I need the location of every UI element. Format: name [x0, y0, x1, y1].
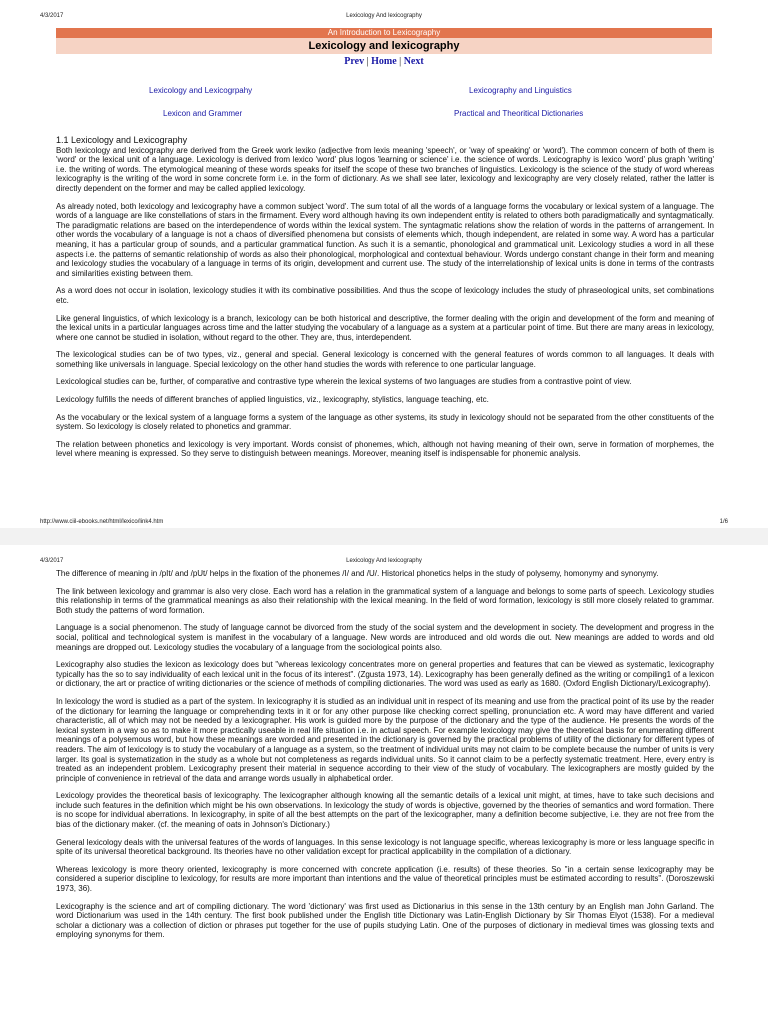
- paragraph: Lexicological studies can be, further, of comparative and contrastive type wherein the lexical systems of two languages are studies from a contrastive point of view.: [56, 377, 632, 387]
- page-title: Lexicology and lexicography: [56, 38, 712, 54]
- paragraph: General lexicology deals with the universal features of the words of languages. In this sense lexicology is not language specific, whereas lexicography is more or less language specific in spite of its universal theoretical background. Its theories have no other validation except for practical applicability in the compilation of a dictionary.: [56, 837, 714, 857]
- nav-separator: |: [364, 56, 372, 67]
- link-lexicology-lexicography[interactable]: Lexicology and Lexicogrpahy: [149, 86, 253, 95]
- header-title: Lexicology And lexicography: [346, 13, 422, 19]
- paragraph: As a word does not occur in isolation, lexicology studies it with its combinative possibilities. And thus the scope of lexicology includes the study of phraseological units, set combinations etc.: [56, 286, 714, 305]
- series-banner: An Introduction to Lexicography: [56, 28, 712, 38]
- page-navigation: [0, 56, 768, 67]
- paragraph: Lexicology provides the theoretical basis of lexicography. The lexicographer although knowing all the semantic details of a lexical unit might, at times, have to take such decisions and include such features in the definition which might be his own observations. In lexicology the study of words is objective, governed by the theories of semantics and word formation. There is no scope for individual aberrations. In lexicography, in spite of all the best attempts on the part of the lexicographer, many a definition become subjective, i.e. they are not free from the bias of the dictionary maker. (cf. the meaning of oats in Johnson's Dictionary.): [56, 791, 714, 830]
- paragraph: Lexicography is the science and art of compiling dictionary. The word 'dictionary' was first used as Dictionarius in this sense in the 13th century by an English man John Garland. The word Dictionarium was used in the 14th century. The first book published under the English title Dictionary was Latin-English Dictionary by Sir Thomas Elyot (1538). For a medieval scholar a dictionary was a collection of diction or phrases put together for the use of pupils studying Latin. One of the purposes of dictionary in medieval times was glossing texts and employing synonyms for them.: [56, 901, 714, 940]
- paragraph: The relation between phonetics and lexicology is very important. Words consist of phonemes, which, although not having meaning of their own, serve in formation of morphemes, the level where meaning is expressed. So they serve to distinguish between meanings. Moreover, meaning itself is indispensable for phonemic analysis.: [56, 439, 714, 459]
- link-dictionaries[interactable]: Practical and Theoritical Dictionaries: [454, 109, 584, 118]
- footer-page-number: 1/6: [719, 519, 728, 525]
- paragraph: The link between lexicology and grammar is also very close. Each word has a relation in the grammatical system of a language and belongs to some parts of speech. Lexicology studies this relationship in terms of the grammatical meanings as also their relationship with the lexical meaning. In the field of word formation, lexicology is still more closely related to grammar. Both study the patterns of word formation.: [56, 586, 714, 615]
- header-date: 4/3/2017: [40, 13, 64, 19]
- footer-url: http://www.ciil-ebooks.net/html/lexico/link4.htm: [40, 519, 164, 525]
- article-body: [56, 136, 714, 467]
- paragraph: Language is a social phenomenon. The study of language cannot be divorced from the study of the social system and the development in society. The development and progress in the social, political and technological system is manifest in the vocabulary of a language. New words are introduced and old words die out. New meanings are added to words and old meanings are dropped out. Lexicology studies the vocabulary of a language from the sociological points also.: [56, 623, 714, 652]
- paragraph: Lexicology fulfills the needs of different branches of applied linguistics, viz., lexicography, stylistics, language teaching, etc.: [56, 395, 489, 405]
- paragraph: As the vocabulary or the lexical system of a language forms a system of the language as other systems, its study in lexicology should not be separated from the other constituents of the system. So lexicology is closely related to phonetics and grammar.: [56, 412, 714, 432]
- paragraph: As already noted, both lexicology and lexicography have a common subject 'word'. The sum total of all the words of a language forms the vocabulary or lexical system of a language. The words of a language are like constellations of stars in the firmament. Every word although having its own independent entity is related to others both paradigmatically and syntagmatically. The paradigmatic relations are based on the interdependence of words within the lexical system. The syntagmatic relations show the relation of words in the patterns of arrangement. In other words the vocabulary of a language is not a chaos of diversified phenomena but consists of elements which, though independent, are related in some way. A word has a particular meaning, it has a particular group of sounds, and a particular grammatical function. As such it is a semantic, phonological and grammatical unit. Lexicology studies a word in all these aspects i.e. the patterns of semantic relationship of words as also their phonological, morphological and contextual behaviour. Words undergo constant change in their form and meaning and lexicology studies the vocabulary of a language in terms of its origin, development and current use. The study of the interrelationship of lexical units is done in terms of the contrasts and similarities existing between them.: [56, 201, 714, 278]
- paragraph: The lexicological studies can be of two types, viz., general and special. General lexicology is concerned with the general features of words common to all languages. It deals with something like universals in language. Special lexicology on the other hand studies the words with reference to one particular language.: [56, 350, 714, 369]
- section-heading: 1.1 Lexicology and Lexicography: [56, 135, 188, 145]
- next-link[interactable]: Next: [403, 56, 424, 67]
- article-body: [56, 569, 714, 948]
- link-lexicography-linguistics[interactable]: Lexicography and Linguistics: [469, 86, 572, 95]
- prev-link[interactable]: Prev: [344, 56, 365, 67]
- pdf-page-2: [0, 545, 768, 1024]
- page-gap: [0, 528, 768, 545]
- paragraph: Both lexicology and lexicography are derived from the Greek work lexiko (adjective from lexis meaning 'speech', or 'way of speaking' or 'word'). The common concern of both of them is 'word' or the lexical unit of a language. Lexicology is derived from lexico 'word' plus logos 'learning or science' i.e. the science of words. Lexicography is lexico 'word' plus graph 'writing' i.e. the writing of words. The etymological meaning of these words speaks for itself the scope of these two branches of linguistics. Lexicology is the science of the study of word whereas lexicography is the writing of the word in some concrete form i.e. in the form of dictionary. As we shall see later, lexicology and lexicography are very closely related, rather the latter is directly dependent on the former and may be called applied lexicology.: [56, 145, 714, 193]
- home-link[interactable]: Home: [371, 56, 397, 67]
- link-lexicon-grammar[interactable]: Lexicon and Grammer: [163, 109, 243, 118]
- paragraph: Like general linguistics, of which lexicology is a branch, lexicology can be both historical and descriptive, the former dealing with the origin and development of the form and meaning of the lexical units in a particular languages across time and the latter studying the vocabulary of a language as a system at a particular point of time. But there are many areas in lexicology, where one cannot be studied in isolation, without regard to the other. They are, thus, interdependent.: [56, 313, 714, 342]
- paragraph: Lexicography also studies the lexicon as lexicology does but "whereas lexicology concentrates more on general properties and features that can be viewed as systematic, lexicography typically has the so to say individuality of each lexical unit in the focus of its interest". (Zgusta 1973, 14). Lexicography has been generally defined as the writing or compiling1 of a lexicon or dictionary, the art or practice of writing dictionaries or the science of methods of compiling dictionaries. The word was used as early as 1680. (Oxford English Dictionary/Lexicography).: [56, 660, 714, 689]
- header-date: 4/3/2017: [40, 558, 64, 564]
- nav-separator: |: [396, 56, 404, 67]
- paragraph: In lexicology the word is studied as a part of the system. In lexicography it is studied as an individual unit in respect of its meaning and use from the practical point of its use by the reader of the dictionary for learning the language or comprehending texts in it or for any other purpose like checking correct spelling, pronunciation etc. A word may have different and varied characteristic, all of which may not be needed by a lexicographer. His work is guided more by the purpose of the dictionary and the type of the audience. He presents the words of the lexical system in a way so as to make it more practically useable in real life situation i.e. in actual speech. For example lexicology may give the theoretical basis for enumerating different meanings of a polysemous word, but how these meanings are worded and presented in the dictionary is governed by the practical problems of utility of the dictionary for different types of readers. The aim of lexicology is to study the vocabulary of a language as a system, so the treatment of individual units may not claim to be complete because the number of units is very larger. Its goal is systematization in the study as a whole but not completeness as regards individual units. So it cannot claim to be a perfectly systematic treatment. Here, every entry is treated as an independent problem. Lexicography present their material in sequence according to their view of the study of vocabulary. The lexicographers are mostly guided by the principle of convenience in retrieval of the data and arrange words usually in alphabetical order.: [56, 696, 714, 783]
- paragraph: Whereas lexicology is more theory oriented, lexicography is more concerned with concrete application (i.e. results) of these theories. So "in a certain sense lexicography may be considered a superior discipline to lexicology, for results are more important than intentions and the value of theoretical principles must be estimated according to results". (Doroszewski 1973, 36).: [56, 864, 714, 894]
- header-title: Lexicology And lexicography: [346, 558, 422, 564]
- paragraph: The difference of meaning in /pIt/ and /pUt/ helps in the fixation of the phonemes /I/ and /U/. Historical phonetics helps in the study of polysemy, homonymy and synonymy.: [56, 569, 659, 578]
